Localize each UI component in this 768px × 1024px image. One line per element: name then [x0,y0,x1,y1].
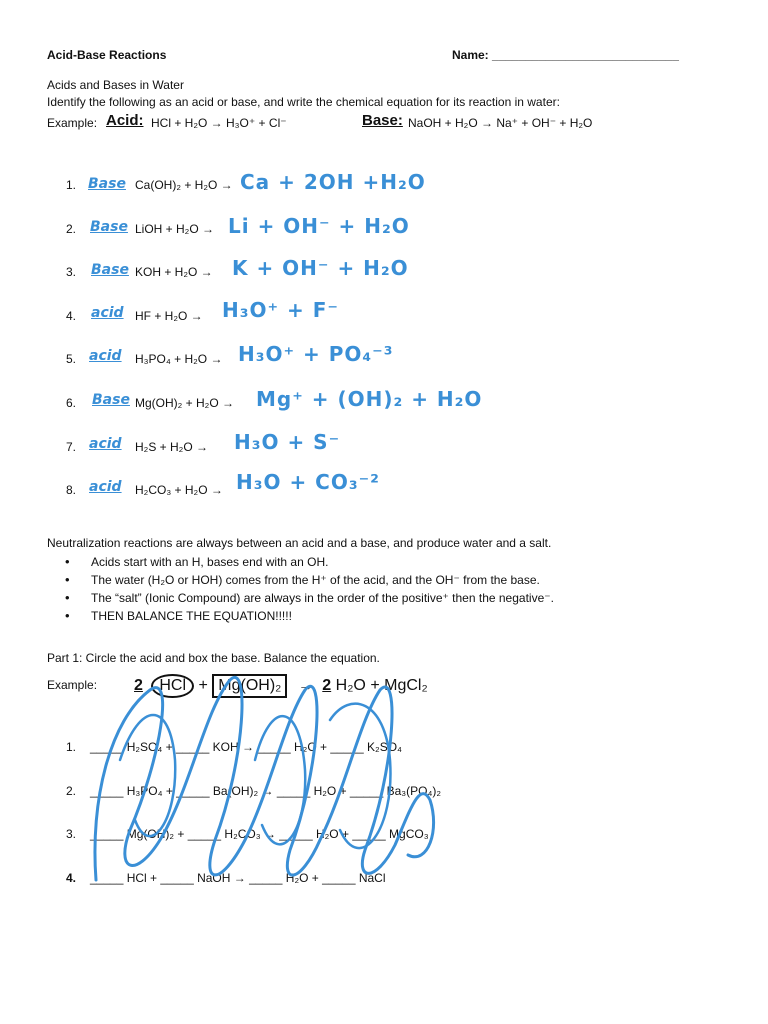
problem-number: 8. [66,483,77,497]
example-label: Example: [47,116,98,130]
problem-number: 7. [66,440,77,454]
scribble-mark [120,715,175,836]
handwritten-product: K + OH⁻ + H₂O [232,256,409,280]
part1-title: Part 1: Circle the acid and box the base. Balance the equation. [47,651,380,665]
water: H₂O [335,677,366,694]
rule-item: • THEN BALANCE THE EQUATION!!!!! [47,607,554,625]
problem-number: 2. [66,222,77,236]
scribble-mark [255,716,305,844]
problem-number: 4. [66,309,77,323]
acid-example-equation: HCl + H₂O → H₃O⁺ + Cl⁻ [151,116,287,130]
rule-item: • The water (H₂O or HOH) comes from the H⁺ of the acid, and the OH⁻ from the base. [47,571,554,589]
equation: HF + H₂O → [135,309,203,323]
base-label: Base: [362,112,403,129]
answer-blank[interactable]: acid [89,479,122,495]
acid-label: Acid: [106,112,144,129]
rules-list [47,553,554,625]
arrow: → [297,677,314,694]
part1-equation[interactable]: _____ H₂SO₄ + _____ KOH → _____ H₂O + _____ K₂SO₄ [90,740,402,754]
handwritten-product: H₃O⁺ + PO₄⁻³ [238,342,394,366]
answer-blank[interactable]: Base [92,392,130,408]
equation: KOH + H₂O → [135,265,213,279]
answer-blank[interactable]: Base [88,176,126,192]
water-coefficient: 2 [322,677,332,694]
neutralization-intro: Neutralization reactions are always between an acid and a base, and produce water and a salt. [47,536,552,550]
boxed-base: Mg(OH)₂ [212,674,287,698]
part1-equation[interactable]: _____ Mg(OH)₂ + _____ H₂CO₃ → _____ H₂O + _____ MgCO₃ [90,827,429,841]
handwritten-product: H₃O + CO₃⁻² [236,470,380,494]
base-example-equation: NaOH + H₂O → Na⁺ + OH⁻ + H₂O [408,116,593,130]
answer-blank[interactable]: Base [91,262,129,278]
page-title: Acid-Base Reactions [47,48,167,62]
equation: Mg(OH)₂ + H₂O → [135,396,234,410]
part1-number: 1. [66,740,77,754]
handwritten-product: Ca + 2OH +H₂O [240,170,426,194]
handwritten-product: Mg⁺ + (OH)₂ + H₂O [256,387,483,411]
plus-sign: + [370,677,380,694]
answer-blank[interactable]: Base [90,219,128,235]
section-subtitle: Acids and Bases in Water [47,78,184,92]
part1-number: 4. [66,871,77,885]
problem-number: 1. [66,178,77,192]
part1-example-equation [134,674,428,698]
acid-coefficient: 2 [134,677,143,694]
handwritten-product: Li + OH⁻ + H₂O [228,214,410,238]
rule-item: • Acids start with an H, bases end with an OH. [47,553,554,571]
part1-example-label: Example: [47,678,98,692]
answer-blank[interactable]: acid [89,436,122,452]
salt: MgCl₂ [384,677,428,694]
answer-blank[interactable]: acid [91,305,124,321]
part1-number: 3. [66,827,77,841]
equation: Ca(OH)₂ + H₂O → [135,178,233,192]
equation: H₂CO₃ + H₂O → [135,483,223,497]
answer-blank[interactable]: acid [89,348,122,364]
problem-number: 5. [66,352,77,366]
name-field[interactable]: Name: ____________________________ [452,48,679,62]
part1-number: 2. [66,784,77,798]
equation: LiOH + H₂O → [135,222,215,236]
part1-equation[interactable]: _____ H₃PO₄ + _____ Ba(OH)₂ → _____ H₂O + _____ Ba₃(PO₄)₂ [90,784,442,798]
handwritten-product: H₃O⁺ + F⁻ [222,298,339,322]
instructions: Identify the following as an acid or base, and write the chemical equation for its reaction in water: [47,95,560,109]
part1-equation[interactable]: _____ HCl + _____ NaOH → _____ H₂O + _____ NaCl [90,871,386,885]
rule-item: • The “salt” (Ionic Compound) are always in the order of the positive⁺ then the negative⁻. [47,589,554,607]
scribble-mark [95,677,434,880]
problem-number: 6. [66,396,77,410]
handwritten-product: H₃O + S⁻ [234,430,341,454]
equation: H₃PO₄ + H₂O → [135,352,223,366]
problem-number: 3. [66,265,77,279]
equation: H₂S + H₂O → [135,440,208,454]
plus-sign: + [198,677,208,694]
circled-acid: HCl [151,674,194,698]
